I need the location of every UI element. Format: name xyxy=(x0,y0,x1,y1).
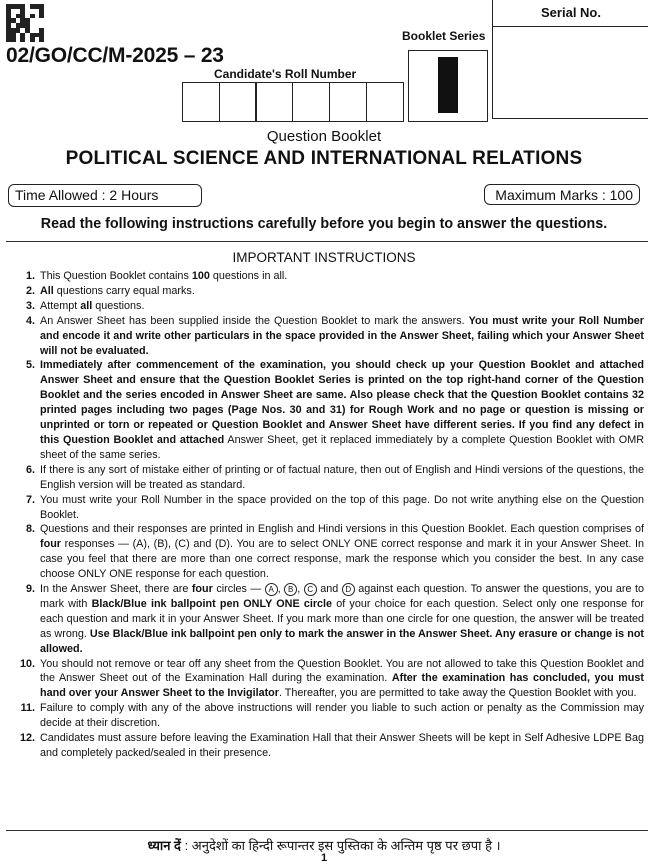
instruction-item xyxy=(4,701,644,731)
serial-number-box xyxy=(492,0,648,119)
instruction-number: 2. xyxy=(25,284,35,297)
instruction-text xyxy=(40,657,644,702)
instruction-text-run: all xyxy=(80,299,93,312)
instruction-number: 3. xyxy=(25,299,35,312)
answer-circle-icon: C xyxy=(304,583,317,596)
instruction-item xyxy=(4,657,644,702)
instruction-text xyxy=(40,299,644,314)
instruction-text xyxy=(40,284,644,299)
roll-number-digit-box[interactable] xyxy=(255,82,293,122)
instruction-item xyxy=(4,463,644,493)
page-number: 1 xyxy=(320,852,328,864)
instruction-number: 8. xyxy=(25,523,35,536)
booklet-series-box xyxy=(408,50,488,122)
subject-title: POLITICAL SCIENCE AND INTERNATIONAL RELATIONS xyxy=(65,148,583,169)
instruction-number: 9. xyxy=(25,583,35,596)
instruction-item xyxy=(4,731,644,761)
instruction-text xyxy=(40,358,644,462)
instruction-text xyxy=(40,582,644,657)
instruction-item xyxy=(4,269,644,284)
instruction-text-run: questions in all. xyxy=(209,270,288,282)
read-notice: Read the following instructions carefully before you begin to answer the questions. xyxy=(40,216,608,232)
instruction-item xyxy=(4,522,644,582)
instruction-number: 6. xyxy=(25,463,35,476)
hindi-note-label: ध्यान दें xyxy=(147,838,181,853)
instruction-item xyxy=(4,493,644,523)
instruction-item xyxy=(4,358,644,462)
answer-circle-icon: D xyxy=(342,583,355,596)
booklet-code: 02/GO/CC/M-2025 – 23 xyxy=(6,44,224,67)
instruction-text-run: You must write your Roll Number and encode it and write other particulars in the space provided in the Answer Sheet, failing which your Answer Sheet will not be evaluated. xyxy=(40,314,645,357)
instruction-text-run: After the examination has concluded, you must hand over your Answer Sheet to the Invigilator xyxy=(40,672,644,700)
instruction-text xyxy=(40,314,644,359)
instruction-text-run: Immediately after commencement of the examination, you should check up your Question Booklet and attached Answer Sheet and ensure that the Question Booklet Series is printed on the top right-hand corner of the Question Booklet and the series encoded in Answer Sheet are same. Also please check that the Question Booklet contains 32 printed pages including two pages (Page Nos. 30 and 31) for Rough Work and no page or question is missing or unprinted or torn or repeated or Question Booklet and Answer Sheet have different series. If you find any defect in this Question Booklet and attached xyxy=(40,359,644,446)
instruction-text-run: questions carry equal marks. xyxy=(53,284,195,297)
instruction-text-run: You should not remove or tear off any sheet from the Question Booklet. You are not allowed to take this Question Booklet and the Answer Sheet out of the Examination Hall during the examination. xyxy=(40,657,644,685)
instruction-text-run: , xyxy=(297,583,304,596)
roll-number-digit-box[interactable] xyxy=(292,82,330,122)
instruction-text-run: Attempt xyxy=(40,299,81,312)
instruction-text-run: Failure to comply with any of the above instructions will render you liable to such action or penalty as the Commission may decide at their discretion. xyxy=(40,702,644,730)
divider-bottom xyxy=(6,830,648,831)
hindi-note-text: : अनुदेशों का हिन्दी रूपान्तर इस पुस्तिका के अन्तिम पृष्ठ पर छपा है । xyxy=(180,838,501,853)
instruction-text-run: . Thereafter, you are permitted to take away the Question Booklet with you. xyxy=(278,687,637,700)
roll-number-label: Candidate's Roll Number xyxy=(214,67,357,81)
instruction-item xyxy=(4,299,644,314)
instruction-text-run: four xyxy=(191,583,213,596)
instruction-text xyxy=(40,493,644,523)
instruction-number: 7. xyxy=(25,493,35,506)
booklet-series-mark xyxy=(438,57,458,113)
instruction-text-run: responses — (A), (B), (C) and (D). You are to select ONLY ONE correct response and mark it in your Answer Sheet. In case you feel that there are more than one correct response, mark the response which you consider the best. In any case choose ONLY ONE response for each question. xyxy=(40,538,644,581)
booklet-heading: Question Booklet xyxy=(266,128,382,145)
instruction-text-run: All xyxy=(40,284,54,297)
instruction-text-run: In the Answer Sheet, there are xyxy=(40,583,192,596)
roll-number-digit-box[interactable] xyxy=(219,82,257,122)
instruction-text-run: An Answer Sheet has been supplied inside the Question Booklet to mark the answers. xyxy=(40,314,469,327)
instruction-item xyxy=(4,314,644,359)
instruction-text-run: four xyxy=(40,538,61,551)
instruction-text xyxy=(40,701,644,731)
instruction-text-run: against each question. To answer the questions, you are to mark with xyxy=(40,583,645,610)
instruction-number: 4. xyxy=(25,314,35,327)
instruction-text-run: questions. xyxy=(92,299,145,312)
serial-number-label: Serial No. xyxy=(493,0,648,27)
instructions-heading: IMPORTANT INSTRUCTIONS xyxy=(232,250,416,265)
instruction-number: 10. xyxy=(19,657,35,670)
instruction-text-run: This Question Booklet contains xyxy=(40,270,192,282)
instruction-text-run: Black/Blue ink ballpoint pen ONLY ONE circle xyxy=(91,597,333,610)
instruction-text-run: circles — xyxy=(212,583,265,596)
instruction-text-run: Questions and their responses are printed in English and Hindi versions in this Question Booklet. Each question comprises of xyxy=(40,523,644,536)
instruction-item xyxy=(4,582,644,657)
instruction-text-run: and xyxy=(316,583,342,596)
qr-code-icon xyxy=(6,4,44,42)
roll-number-digit-box[interactable] xyxy=(182,82,220,122)
answer-circle-icon: A xyxy=(265,583,278,596)
instruction-text-run: If there is any sort of mistake either of printing or of factual nature, then out of English and Hindi versions of the questions, the English version will be treated as standard. xyxy=(40,463,644,491)
maximum-marks: Maximum Marks : 100 xyxy=(484,184,640,205)
instruction-number: 1. xyxy=(25,270,35,282)
instruction-number: 12. xyxy=(19,732,35,745)
instruction-text-run: Use Black/Blue ink ballpoint pen only to mark the answer in the Answer Sheet. Any erasure or change is not allowed. xyxy=(40,627,645,655)
roll-number-boxes[interactable] xyxy=(182,82,404,122)
instruction-text xyxy=(40,522,644,582)
instruction-text xyxy=(40,269,644,284)
answer-circle-icon: B xyxy=(284,583,297,596)
instruction-number: 11. xyxy=(20,702,35,715)
roll-number-digit-box[interactable] xyxy=(366,82,404,122)
instruction-text-run: 100 xyxy=(191,270,210,282)
time-allowed: Time Allowed : 2 Hours xyxy=(8,184,202,207)
instruction-text-run: You must write your Roll Number in the space provided on the top of this page. Do not write anything else on the Question Booklet. xyxy=(40,493,644,521)
instruction-text xyxy=(40,731,644,761)
instruction-text-run: of your choice for each question. Select only one response for each question and mark it in your Answer Sheet. If you mark more than one circle for one question, the answer will be treated as wrong. xyxy=(40,597,644,640)
instruction-item xyxy=(4,284,644,299)
instruction-text xyxy=(40,463,644,493)
instruction-number: 5. xyxy=(25,359,35,372)
roll-number-digit-box[interactable] xyxy=(329,82,367,122)
instructions-list xyxy=(4,269,644,761)
instruction-text-run: Answer Sheet, get it replaced immediately by a complete Question Booklet with OMR sheet of the same series. xyxy=(40,433,644,461)
booklet-series-label: Booklet Series xyxy=(402,29,486,43)
instruction-text-run: , xyxy=(277,583,285,596)
divider-top xyxy=(6,241,648,242)
instruction-text-run: Candidates must assure before leaving the Examination Hall that their Answer Sheets will be kept in Self Adhesive LDPE Bag and completely packed/sealed in their presence. xyxy=(40,732,644,759)
